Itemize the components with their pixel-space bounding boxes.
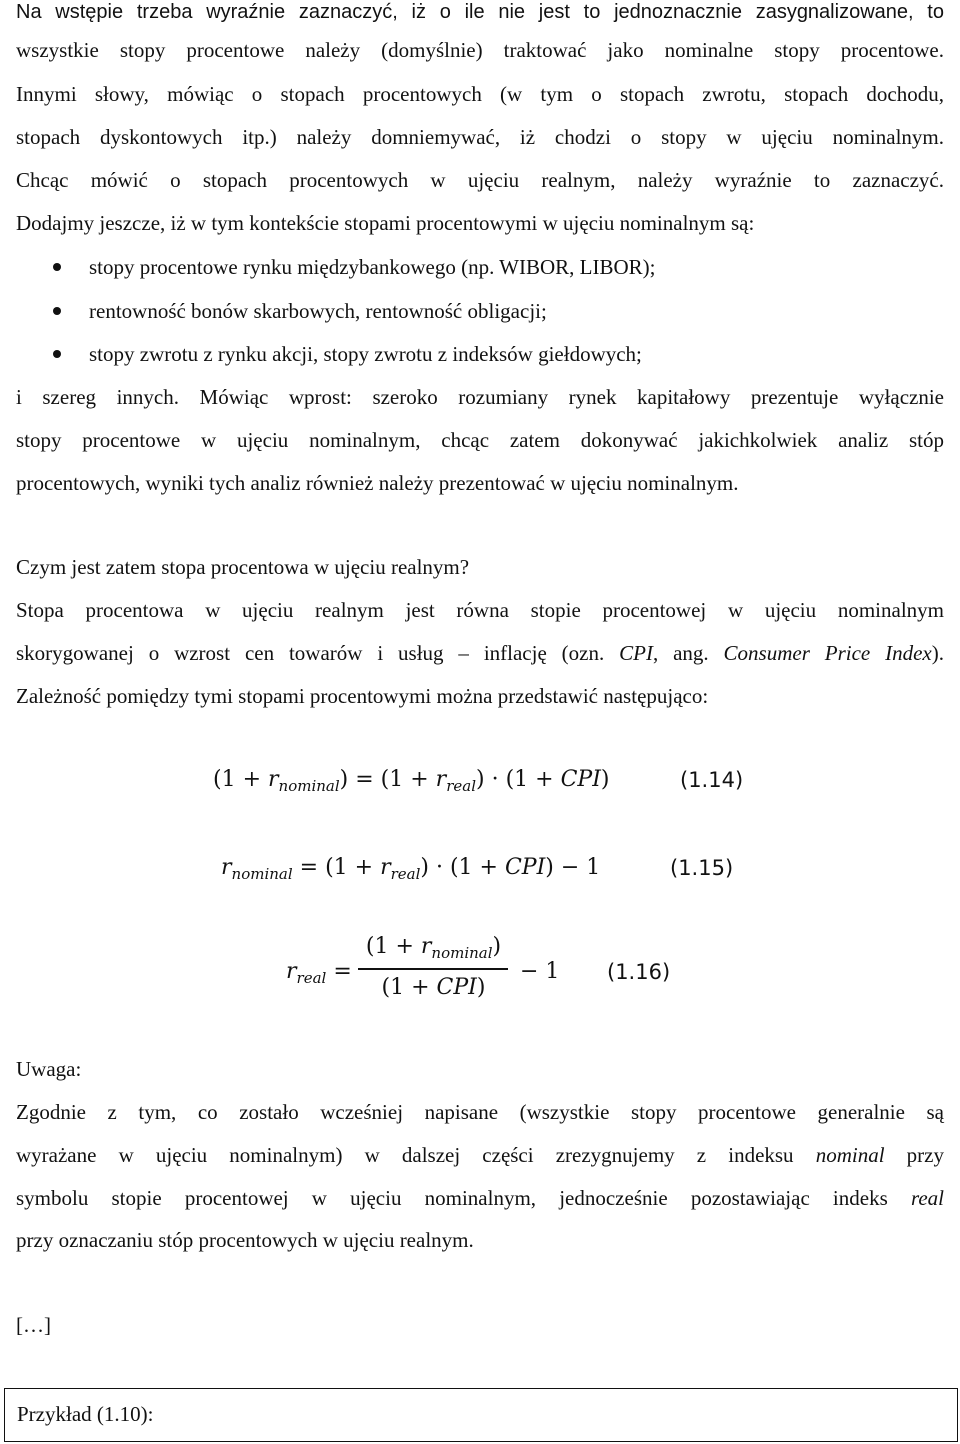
note-line-1: Zgodnie z tym, co zostało wcześniej napisane (wszystkie stopy procentowe generalnie są [16, 1100, 944, 1124]
text-span: , ang. [652, 641, 724, 665]
bullet-dot [53, 263, 61, 271]
equation-1-16-lhs: $r_{real}$ = [286, 959, 352, 987]
bullet-item-3: stopy zwrotu z rynku akcji, stopy zwrotu z indeksów giełdowych; [89, 342, 642, 366]
cpi-abbrev: CPI [619, 641, 653, 665]
equation-1-15: $r_{nominal} = (1 + r_{real}) \cdot (1 + CPI) - 1$ [221, 855, 601, 883]
bullet-dot [53, 307, 61, 315]
paragraph-1-line-6: Dodajmy jeszcze, iż w tym kontekście stopami procentowymi w ujęciu nominalnym są: [16, 211, 755, 235]
note-line-2 [16, 1139, 944, 1171]
paragraph-1-line-1: Na wstępie trzeba wyraźnie zaznaczyć, iż o ile nie jest to jednoznacznie zasygnalizowane, to [16, 1, 944, 23]
cpi-full-name: Consumer Price Index [723, 641, 932, 665]
ellipsis: […] [16, 1313, 51, 1337]
paragraph-1-line-5: Chcąc mówić o stopach procentowych w ujęciu realnym, należy wyraźnie to zaznaczyć. [16, 168, 944, 192]
bullet-item-1: stopy procentowe rynku międzybankowego (np. WIBOR, LIBOR); [89, 255, 656, 279]
note-line-3 [16, 1182, 944, 1214]
note-heading: Uwaga: [16, 1057, 82, 1081]
paragraph-3-line-2 [16, 637, 944, 669]
paragraph-2-line-2: stopy procentowe w ujęciu nominalnym, chcąc zatem dokonywać jakichkolwiek analiz stóp [16, 428, 944, 452]
equation-number-1-14: (1.14) [680, 768, 744, 792]
paragraph-1-line-2: wszystkie stopy procentowe należy (domyślnie) traktować jako nominalne stopy procentowe. [16, 38, 944, 62]
paragraph-2-line-1: i szereg innych. Mówiąc wprost: szeroko rozumiany rynek kapitałowy prezentuje wyłącznie [16, 385, 944, 409]
equation-number-1-15: (1.15) [670, 856, 734, 880]
bullet-dot [53, 350, 61, 358]
question-line: Czym jest zatem stopa procentowa w ujęciu realnym? [16, 555, 470, 579]
fraction-numerator: $(1 + r_{nominal})$ [365, 934, 502, 962]
paragraph-2-line-3: procentowych, wyniki tych analiz również należy prezentować w ujęciu nominalnym. [16, 471, 739, 495]
nominal-term: nominal [815, 1143, 885, 1167]
text-span: skorygowanej o wzrost cen towarów i usług – inflację (ozn. [16, 641, 620, 665]
real-term: real [910, 1186, 944, 1210]
text-span: przy [884, 1143, 944, 1167]
bullet-item-2: rentowność bonów skarbowych, rentowność obligacji; [89, 299, 547, 323]
paragraph-1-line-3: Innymi słowy, mówiąc o stopach procentowych (w tym o stopach zwrotu, stopach dochodu, [16, 82, 944, 106]
equation-1-16-rhs: − 1 [520, 959, 560, 984]
paragraph-1-line-4: stopach dyskontowych itp.) należy domniemywać, iż chodzi o stopy w ujęciu nominalnym. [16, 125, 944, 149]
text-span: wyrażane w ujęciu nominalnym) w dalszej części zrezygnujemy z indeksu [16, 1143, 816, 1167]
text-span: symbolu stopie procentowej w ujęciu nominalnym, jednocześnie pozostawiając indeks [16, 1186, 911, 1210]
paragraph-3-line-1: Stopa procentowa w ujęciu realnym jest równa stopie procentowej w ujęciu nominalnym [16, 598, 944, 622]
fraction-denominator: (1 + CPI) [381, 975, 486, 1000]
example-box [4, 1388, 958, 1442]
equation-1-14: $(1 + r_{nominal}) = (1 + r_{real}) \cdot (1 + CPI)$ [213, 767, 610, 795]
equation-number-1-16: (1.16) [607, 960, 671, 984]
text-span: ). [931, 641, 944, 665]
note-line-4: przy oznaczaniu stóp procentowych w ujęciu realnym. [16, 1228, 474, 1252]
example-label: Przykład (1.10): [17, 1402, 154, 1426]
fraction-bar [358, 968, 508, 970]
paragraph-3-line-3: Zależność pomiędzy tymi stopami procentowymi można przedstawić następująco: [16, 684, 709, 708]
